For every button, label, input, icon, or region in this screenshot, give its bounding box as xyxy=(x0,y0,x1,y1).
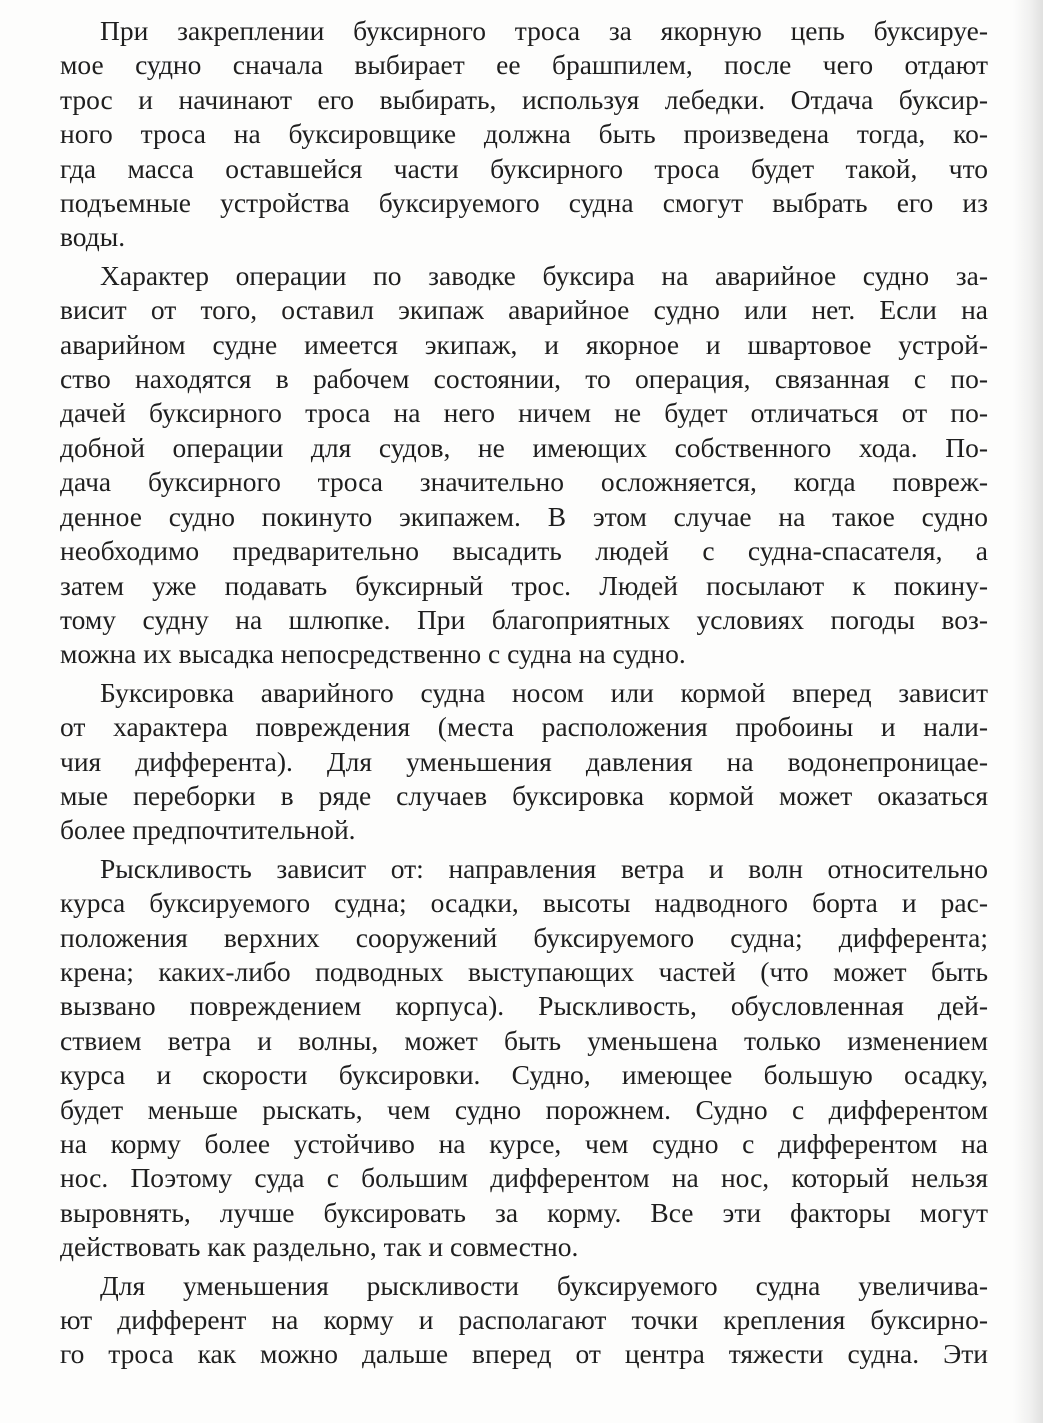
text-line: аварийном судне имеется экипаж, и якорное и швартовое устрой- xyxy=(60,328,988,360)
text-line: более предпочтительной. xyxy=(60,814,356,846)
text-line: положения верхних сооружений буксируемого судна; дифферента; xyxy=(60,921,988,953)
text-line: крена; каких-либо подводных выступающих частей (что может быть xyxy=(60,955,988,987)
text-line: будет меньше рыскать, чем судно порожнем. Судно с дифферентом xyxy=(60,1093,988,1125)
text-line: Буксировка аварийного судна носом или кормой вперед зависит xyxy=(100,676,988,708)
text-line: ствием ветра и волны, может быть уменьшена только изменением xyxy=(60,1024,988,1056)
text-line: чия дифферента). Для уменьшения давления на водонепроницае- xyxy=(60,745,988,777)
text-line: ют дифферент на корму и располагают точки крепления буксирно- xyxy=(60,1304,988,1336)
text-line: Рыскливость зависит от: направления ветра и волн относительно xyxy=(100,852,988,884)
text-line: тому судну на шлюпке. При благоприятных условиях погоды воз- xyxy=(60,603,988,635)
text-line: Для уменьшения рыскливости буксируемого судна увеличива- xyxy=(100,1269,988,1301)
text-line: го троса как можно дальше вперед от центра тяжести судна. Эти xyxy=(60,1338,988,1370)
text-line: дачей буксирного троса на него ничем не будет отличаться от по- xyxy=(60,397,988,429)
text-line: от характера повреждения (места расположения пробоины и нали- xyxy=(60,711,988,743)
text-line: курса и скорости буксировки. Судно, имеющее большую осадку, xyxy=(60,1059,988,1091)
paragraph xyxy=(60,852,988,1265)
text-line: мое судно сначала выбирает ее брашпилем, после чего отдают xyxy=(60,49,988,81)
text-line: дача буксирного троса значительно осложняется, когда повреж- xyxy=(60,466,988,498)
text-line: трос и начинают его выбирать, используя лебедки. Отдача буксир- xyxy=(60,83,988,115)
text-line: нос. Поэтому суда с большим дифферентом на нос, который нельзя xyxy=(60,1162,988,1194)
text-line: добной операции для судов, не имеющих собственного хода. По- xyxy=(60,431,988,463)
paragraph xyxy=(60,14,988,255)
page-edge-shadow xyxy=(1013,0,1043,1423)
text-line: гда масса оставшейся части буксирного троса будет такой, что xyxy=(60,152,988,184)
text-line: затем уже подавать буксирный трос. Людей посылают к покину- xyxy=(60,569,988,601)
text-line: можна их высадка непосредственно с судна на судно. xyxy=(60,638,686,670)
text-line: ного троса на буксировщике должна быть произведена тогда, ко- xyxy=(60,118,988,150)
text-line: При закреплении буксирного троса за якорную цепь буксируе- xyxy=(100,15,988,46)
paragraph xyxy=(60,676,988,848)
text-line: курса буксируемого судна; осадки, высоты надводного борта и рас- xyxy=(60,887,988,919)
text-line: вызвано повреждением корпуса). Рыскливость, обусловленная дей- xyxy=(60,990,988,1022)
text-line: мые переборки в ряде случаев буксировка кормой может оказаться xyxy=(60,779,988,811)
text-line: необходимо предварительно высадить людей с судна-спасателя, а xyxy=(60,535,988,567)
text-line: воды. xyxy=(60,221,126,253)
paragraph xyxy=(60,1269,988,1372)
text-line: на корму более устойчиво на курсе, чем судно с дифферентом на xyxy=(60,1128,988,1159)
paragraph xyxy=(60,259,988,672)
text-line: подъемные устройства буксируемого судна смогут выбрать его из xyxy=(60,187,988,219)
text-line: ство находятся в рабочем состоянии, то операция, связанная с по- xyxy=(60,363,988,395)
text-line: выровнять, лучше буксировать за корму. Все эти факторы могут xyxy=(60,1196,988,1228)
text-line: действовать как раздельно, так и совместно. xyxy=(60,1231,579,1263)
text-line: Характер операции по заводке буксира на аварийное судно за- xyxy=(100,259,988,291)
text-line: денное судно покинуто экипажем. В этом случае на такое судно xyxy=(60,500,988,532)
body-text xyxy=(60,14,988,1376)
text-line: висит от того, оставил экипаж аварийное судно или нет. Если на xyxy=(60,294,988,326)
